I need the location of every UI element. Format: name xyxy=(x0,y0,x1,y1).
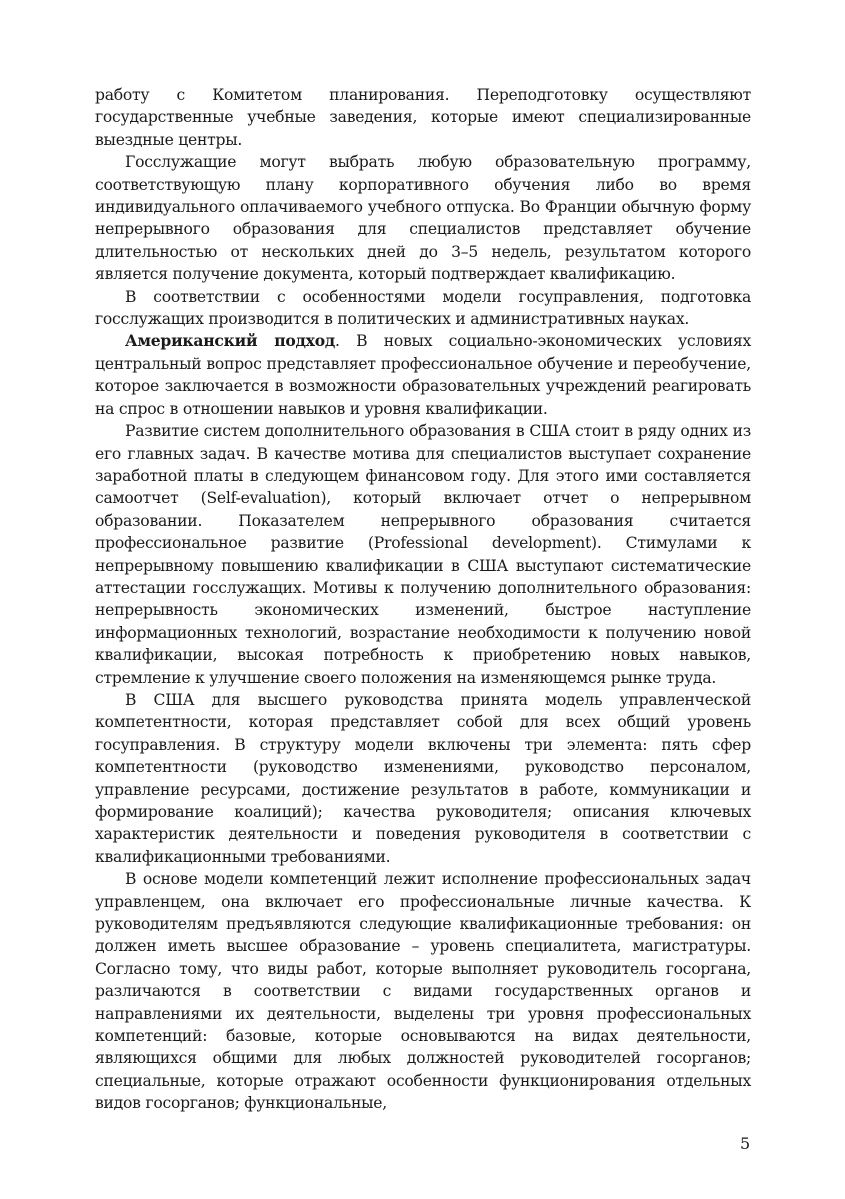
paragraph-usa-additional-education: Развитие систем дополнительного образования в США стоит в ряду одних из его главных задач. В качестве мотива для специалистов выступает сохранение заработной платы в следующем финансовом году. Для этого ими составляется самоотчет (Self-evaluation), который включает отчет о непрерывном образовании. Показателем непрерывного образования считается профессиональное развитие (Professional development). Стимулами к непрерывному повышению квалификации в США выступают систематические аттестации госслужащих. Мотивы к получению дополнительного образования: непрерывность экономических изменений, быстрое наступление информационных технологий, возрастание необходимости к получению новой квалификации, высокая потребность к приобретению новых навыков, стремление к улучшение своего положения на изменяющемся рынке труда. xyxy=(95,422,751,687)
paragraph-competence-basis: В основе модели компетенций лежит исполнение профессиональных задач управленцем, она включает его профессиональные личные качества. К руководителям предъявляются следующие квалификационные требования: он должен иметь высшее образование – уровень специалитета, магистратуры. Согласно тому, что виды работ, которые выполняет руководитель госоргана, различаются в соответствии с видами государственных органов и направлениями их деятельности, выделены три уровня профессиональных компетенций: базовые, которые основываются на видах деятельности, являющихся общими для любых должностей руководителей госорганов; специальные, которые отражают особенности функционирования отдельных видов госорганов; функциональные, xyxy=(95,870,751,1113)
page-body xyxy=(95,84,751,1115)
page-number: 5 xyxy=(740,1134,751,1153)
paragraph-civil-servants-programs: Госслужащие могут выбрать любую образовательную программу, соответствующую плану корпоративного обучения либо во время индивидуального оплачиваемого учебного отпуска. Во Франции обычную форму непрерывного образования для специалистов представляет обучение длительностью от нескольких дней до 3–5 недель, результатом которого является получение документа, который подтверждает квалификацию. xyxy=(95,153,751,284)
american-approach-heading: Американский подход xyxy=(125,331,335,351)
paragraph-management-competence-model: В США для высшего руководства принята модель управленческой компетентности, которая представляет собой для всех общий уровень госуправления. В структуру модели включены три элемента: пять сфер компетентности (руководство изменениями, руководство персоналом, управление ресурсами, достижение результатов в работе, коммуникации и формирование коалиций); качества руководителя; описания ключевых характеристик деятельности и поведения руководителя в соответствии с квалификационными требованиями. xyxy=(95,690,751,866)
paragraph-governance-model: В соответствии с особенностями модели госуправления, подготовка госслужащих производится в политических и административных науках. xyxy=(95,287,751,329)
paragraph-continuation: работу с Комитетом планирования. Переподготовку осуществляют государственные учебные заведения, которые имеют специализированные выездные центры. xyxy=(95,86,751,149)
paragraph-american-approach: Американский подход. В новых социально-экономических условиях центральный вопрос представляет профессиональное обучение и переобучение, которое заключается в возможности образовательных учреждений реагировать на спрос в отношении навыков и уровня квалификации. xyxy=(95,331,752,418)
